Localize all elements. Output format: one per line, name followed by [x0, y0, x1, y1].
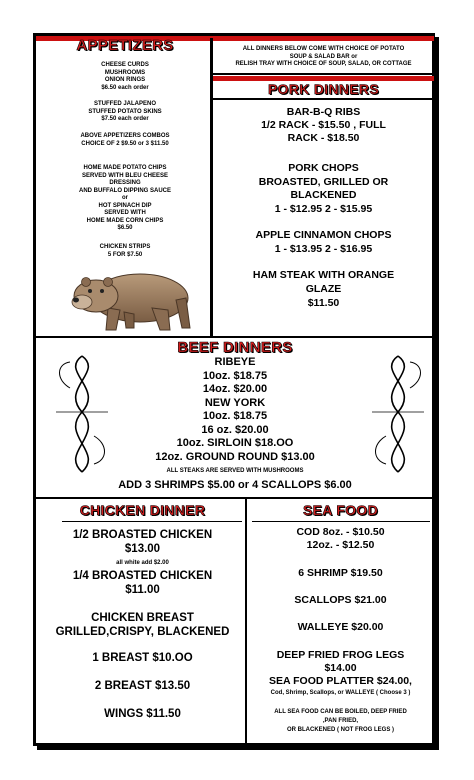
menu-line: 1/2 RACK - $15.50 , FULL [261, 119, 386, 131]
menu-line: $14.00 [324, 662, 357, 674]
menu-line: ,PAN FRIED, [322, 718, 359, 724]
pork-line-bottom [213, 98, 434, 100]
menu-line: CHICKEN BREAST [91, 612, 194, 624]
menu-line: $11.50 [307, 297, 340, 309]
menu-line: CHEESE CURDS [101, 62, 149, 68]
menu-line: SEA FOOD PLATTER $24.00, [269, 675, 412, 687]
menu-line: 10oz. $18.75 [202, 369, 268, 382]
menu-line: SERVED WITH [104, 210, 146, 216]
seafood-item-frog-platter [247, 649, 434, 688]
menu-line: APPLE CINNAMON CHOPS [255, 229, 392, 241]
seafood-platter-note: Cod, Shrimp, Scallops, or WALLEYE ( Choose 3 ) [270, 690, 411, 696]
menu-line: HOME MADE CORN CHIPS [86, 217, 164, 224]
chicken-white-note: all white add $2.00 [116, 560, 169, 566]
beef-list [120, 356, 350, 464]
menu-line: PORK CHOPS [288, 162, 359, 174]
seafood-item-scallops: SCALLOPS $21.00 [294, 594, 387, 606]
menu-line: ALL SEA FOOD CAN BE BOILED, DEEP FRIED [274, 709, 407, 715]
menu-line: 14oz. $20.00 [202, 383, 268, 395]
menu-line: or [122, 195, 128, 201]
pork-item-chops [213, 162, 434, 216]
menu-line: 5 FOR $7.50 [107, 251, 143, 258]
menu-line: COD 8oz. - $10.50 [296, 526, 385, 538]
menu-line: STUFFED POTATO SKINS [88, 108, 162, 115]
divider-beef-bottom [36, 497, 434, 499]
menu-line: $6.50 each order [101, 84, 149, 91]
menu-line: $13.00 [124, 543, 161, 555]
menu-line: MUSHROOMS [104, 69, 146, 76]
flourish-right-ornament [368, 352, 428, 476]
pork-item-apple-chops [213, 229, 434, 256]
menu-line: ABOVE APPETIZERS COMBOS [80, 133, 170, 139]
menu-line: SERVED WITH BLEU CHEESE [82, 172, 168, 179]
menu-line: BROASTED, GRILLED OR [258, 175, 389, 188]
appetizer-group-stuffed [40, 101, 210, 124]
chicken-item-wings: WINGS $11.50 [104, 708, 181, 720]
menu-line: 12oz. - $12.50 [306, 539, 375, 551]
menu-line: DRESSING [109, 180, 141, 186]
appetizers-title: APPETIZERS [76, 37, 174, 54]
menu-line: GLAZE [305, 283, 342, 295]
menu-line: STUFFED JALAPENO [93, 101, 156, 107]
appetizer-group-fried [40, 62, 210, 92]
menu-line: $6.50 [117, 225, 133, 231]
menu-line: BLACKENED [290, 189, 357, 201]
menu-line: 10oz. $18.75 [202, 410, 268, 422]
flourish-left-ornament [52, 352, 112, 476]
menu-line: ALL DINNERS BELOW COME WITH CHOICE OF POTATO [242, 46, 405, 52]
seafood-item-walleye: WALLEYE $20.00 [297, 621, 384, 633]
menu-line: SOUP & SALAD BAR or [289, 53, 358, 60]
divider-beef-top [36, 336, 434, 338]
beef-addon: ADD 3 SHRIMPS $5.00 or 4 SCALLOPS $6.00 [118, 479, 352, 491]
dinner-note [213, 46, 434, 69]
menu-line: 1/2 BROASTED CHICKEN [72, 529, 213, 541]
seafood-prep-note [247, 708, 434, 735]
seafood-item-cod [247, 526, 434, 552]
menu-line: OR BLACKENED ( NOT FROG LEGS ) [287, 727, 394, 733]
menu-line: AND BUFFALO DIPPING SAUCE [78, 187, 171, 194]
pork-title: PORK DINNERS [268, 81, 379, 97]
seafood-title: SEA FOOD [303, 502, 378, 518]
appetizer-group-strips [40, 244, 210, 259]
menu-line: 1 - $13.95 2 - $16.95 [274, 242, 373, 255]
menu-line: CHICKEN STRIPS [99, 244, 151, 250]
bear-illustration [64, 262, 194, 334]
menu-line: RACK - $18.50 [287, 132, 360, 144]
menu-line: DEEP FRIED FROG LEGS [276, 649, 405, 661]
menu-line: $11.00 [125, 584, 160, 596]
chicken-item-1-breast: 1 BREAST $10.OO [92, 652, 193, 664]
beef-note: ALL STEAKS ARE SERVED WITH MUSHROOMS [166, 468, 304, 474]
pork-item-ham [213, 268, 434, 310]
pork-item-ribs [213, 106, 434, 145]
menu-line: HOT SPINACH DIP [98, 202, 152, 209]
menu-line: CHOICE OF 2 $9.50 or 3 $11.50 [81, 140, 169, 147]
appetizer-group-chips [40, 165, 210, 233]
menu-line: 12oz. GROUND ROUND $13.00 [155, 450, 315, 463]
seafood-title-underline [252, 521, 430, 522]
beef-title: BEEF DINNERS [177, 339, 293, 356]
menu-line: RIBEYE [214, 356, 256, 368]
menu-line: 1 - $12.95 2 - $15.95 [274, 202, 373, 215]
chicken-item-half [40, 528, 245, 556]
menu-line: RELISH TRAY WITH CHOICE OF SOUP, SALAD, OR COTTAGE [235, 61, 412, 67]
chicken-item-2-breast: 2 BREAST $13.50 [94, 680, 191, 692]
menu-line: HAM STEAK WITH ORANGE [252, 269, 395, 281]
menu-line: 10oz. SIRLOIN $18.OO [176, 437, 294, 449]
menu-line: GRILLED,CRISPY, BLACKENED [55, 626, 230, 638]
menu-line: BAR-B-Q RIBS [286, 106, 361, 118]
pork-line-top [213, 73, 434, 75]
appetizer-group-combos [40, 133, 210, 148]
menu-line: 16 oz. $20.00 [201, 423, 269, 436]
chicken-item-breast [40, 611, 245, 639]
chicken-title: CHICKEN DINNER [79, 502, 206, 518]
menu-line: NEW YORK [204, 396, 266, 409]
menu-line: $7.50 each order [101, 116, 149, 122]
menu-line: HOME MADE POTATO CHIPS [83, 165, 167, 171]
seafood-item-shrimp: 6 SHRIMP $19.50 [298, 567, 383, 579]
chicken-item-quarter [40, 569, 245, 597]
chicken-title-underline [62, 521, 242, 522]
menu-line: 1/4 BROASTED CHICKEN [72, 570, 213, 582]
menu-line: ONION RINGS [104, 77, 146, 83]
